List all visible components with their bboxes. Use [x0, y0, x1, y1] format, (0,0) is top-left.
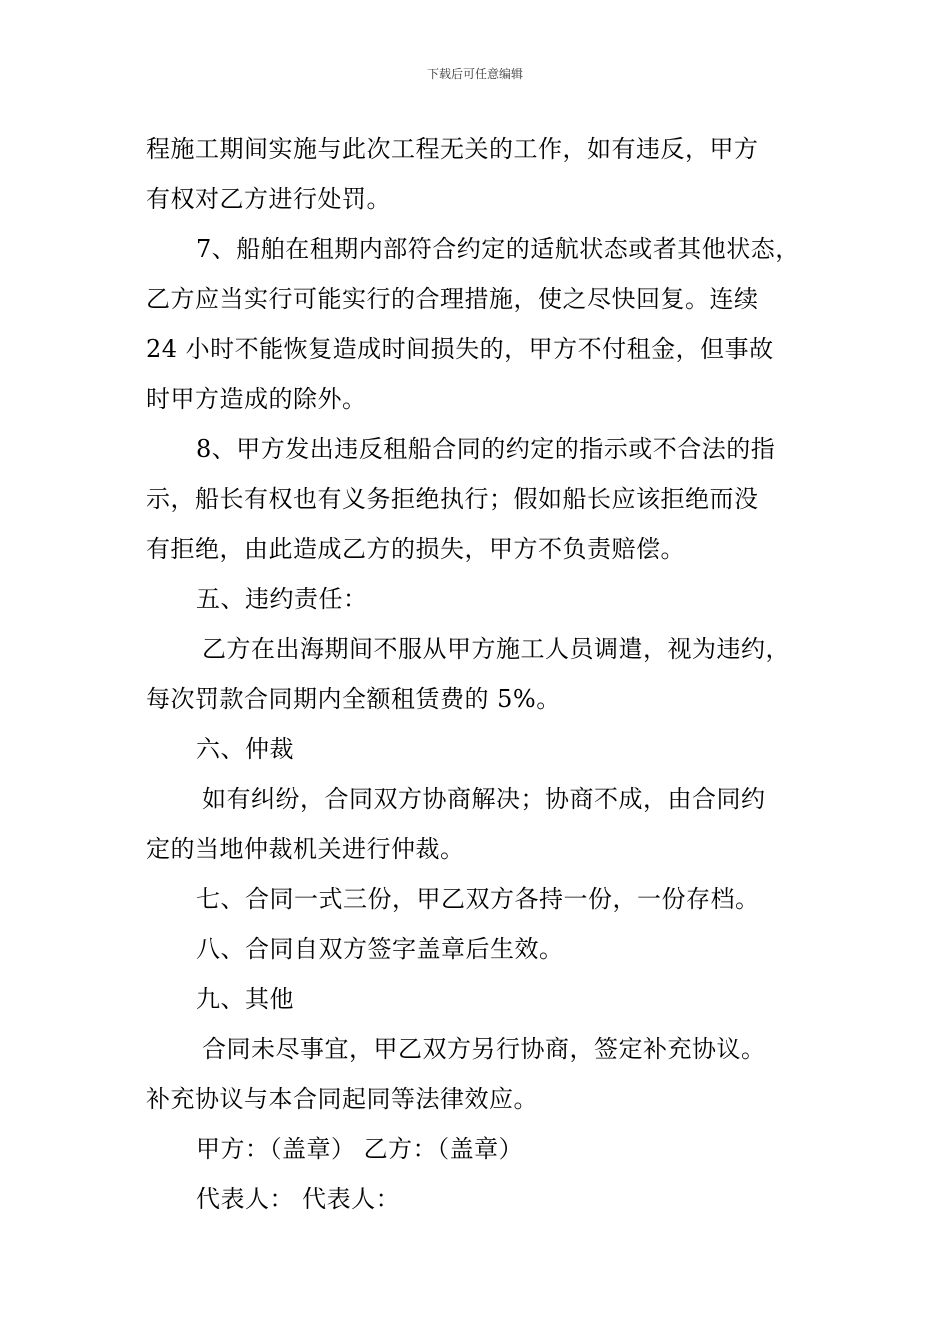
- text-line: 乙方在出海期间不服从甲方施工人员调遣，视为违约，: [202, 635, 790, 663]
- text-line: 乙方应当实行可能实行的合理措施，使之尽快回复。连续: [146, 285, 759, 313]
- text-line: 定的当地仲裁机关进行仲裁。: [146, 835, 465, 863]
- text-line: 程施工期间实施与此次工程无关的工作，如有违反，甲方: [146, 135, 759, 163]
- signature-representatives: 代表人： 代表人：: [196, 1185, 401, 1213]
- section-heading-breach: 五、违约责任：: [196, 585, 368, 613]
- text-line: 补充协议与本合同起同等法律效应。: [146, 1085, 538, 1113]
- section-heading-arbitration: 六、仲裁: [196, 735, 294, 763]
- text-line: 如有纠纷，合同双方协商解决；协商不成，由合同约: [202, 785, 766, 813]
- clause-8: 8、甲方发出违反租船合同的约定的指示或不合法的指: [196, 435, 776, 463]
- text-line: 时甲方造成的除外。: [146, 385, 367, 413]
- page-header: 下载后可任意编辑: [426, 67, 523, 81]
- text-line: 示，船长有权也有义务拒绝执行；假如船长应该拒绝而没: [146, 485, 759, 513]
- section-copies: 七、合同一式三份，甲乙双方各持一份，一份存档。: [196, 885, 760, 913]
- section-heading-other: 九、其他: [196, 985, 294, 1013]
- text-line: 合同未尽事宜，甲乙双方另行协商，签定补充协议。: [202, 1035, 766, 1063]
- text-line: 每次罚款合同期内全额租赁费的 5%。: [146, 685, 561, 713]
- signature-parties: 甲方：（盖章） 乙方：（盖章）: [196, 1135, 524, 1163]
- text-line: 有拒绝，由此造成乙方的损失，甲方不负责赔偿。: [146, 535, 685, 563]
- text-line: 有权对乙方进行处罚。: [146, 185, 391, 213]
- section-effective: 八、合同自双方签字盖章后生效。: [196, 935, 564, 963]
- text-line: 24 小时不能恢复造成时间损失的，甲方不付租金，但事故: [146, 335, 774, 363]
- clause-7: 7、船舶在租期内部符合约定的适航状态或者其他状态，: [196, 235, 800, 263]
- document-body: [146, 124, 836, 1224]
